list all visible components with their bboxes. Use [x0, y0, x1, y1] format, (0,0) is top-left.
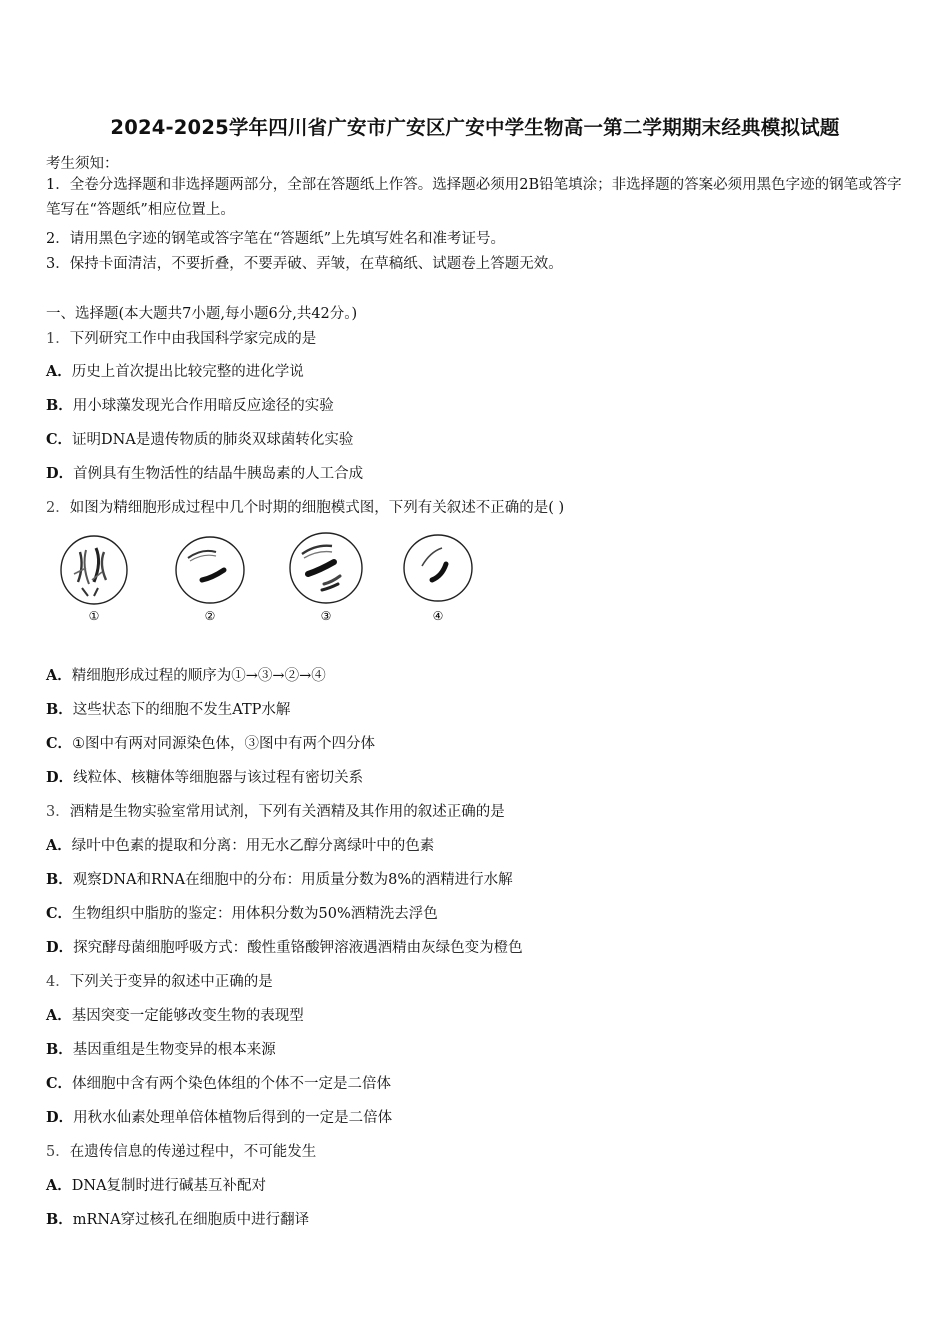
q2-option-b[interactable]: B．这些状态下的细胞不发生ATP水解 — [46, 701, 291, 718]
question-text: 在遗传信息的传递过程中，不可能发生 — [69, 1144, 317, 1160]
page-title: 2024-2025学年四川省广安市广安区广安中学生物高一第二学期期末经典模拟试题 — [110, 116, 840, 139]
q5-option-a[interactable]: A．DNA复制时进行碱基互补配对 — [46, 1177, 267, 1194]
q1-option-c[interactable]: C．证明DNA是遗传物质的肺炎双球菌转化实验 — [46, 431, 354, 448]
figure-label-3: ③ — [320, 609, 332, 623]
q2-option-d[interactable]: D．线粒体、核糖体等细胞器与该过程有密切关系 — [46, 769, 364, 786]
figure-label-1: ① — [88, 609, 100, 623]
question-number: 5． — [46, 1144, 70, 1160]
q3-option-a[interactable]: A．绿叶中色素的提取和分离：用无水乙醇分离绿叶中的色素 — [46, 837, 435, 854]
cell-2-figure — [176, 537, 244, 603]
q2-option-a[interactable]: A．精细胞形成过程的顺序为①→③→②→④ — [46, 667, 326, 684]
question-4 — [46, 970, 273, 991]
q4-option-c[interactable]: C．体细胞中含有两个染色体组的个体不一定是二倍体 — [46, 1075, 392, 1092]
question-text: 下列关于变异的叙述中正确的是 — [69, 974, 273, 990]
cell-3-figure — [290, 533, 362, 603]
section-heading: 一、选择题(本大题共7小题,每小题6分,共42分。) — [46, 306, 358, 322]
q5-option-b[interactable]: B．mRNA穿过核孔在细胞质中进行翻译 — [46, 1211, 310, 1228]
cell-diagram — [52, 530, 492, 630]
figure-label-2: ② — [204, 609, 216, 623]
notice-heading: 考生须知： — [46, 156, 119, 172]
q4-option-d[interactable]: D．用秋水仙素处理单倍体植物后得到的一定是二倍体 — [46, 1109, 393, 1126]
question-number: 1． — [46, 331, 70, 347]
question-5 — [46, 1140, 316, 1161]
cell-1-figure — [61, 536, 127, 604]
q1-option-b[interactable]: B．用小球藻发现光合作用暗反应途径的实验 — [46, 397, 334, 414]
q1-option-d[interactable]: D．首例具有生物活性的结晶牛胰岛素的人工合成 — [46, 465, 364, 482]
question-3 — [46, 800, 505, 821]
q1-option-a[interactable]: A．历史上首次提出比较完整的进化学说 — [46, 363, 304, 380]
figure-label-4: ④ — [432, 609, 444, 623]
q4-option-b[interactable]: B．基因重组是生物变异的根本来源 — [46, 1041, 276, 1058]
question-text: 下列研究工作中由我国科学家完成的是 — [69, 331, 317, 347]
q3-option-c[interactable]: C．生物组织中脂肪的鉴定：用体积分数为50%酒精洗去浮色 — [46, 905, 438, 922]
q3-option-b[interactable]: B．观察DNA和RNA在细胞中的分布：用质量分数为8%的酒精进行水解 — [46, 871, 513, 888]
question-number: 2． — [46, 500, 70, 516]
notice-item-1: 1．全卷分选择题和非选择题两部分，全部在答题纸上作答。选择题必须用2B铅笔填涂；非选择题的答案必须用黑色字迹的钢笔或答字笔写在“答题纸”相应位置上。 — [46, 177, 902, 218]
question-number: 4． — [46, 974, 70, 990]
question-number: 3． — [46, 804, 70, 820]
question-1 — [46, 327, 316, 348]
q4-option-a[interactable]: A．基因突变一定能够改变生物的表现型 — [46, 1007, 304, 1024]
q2-option-c[interactable]: C．①图中有两对同源染色体，③图中有两个四分体 — [46, 735, 376, 752]
q3-option-d[interactable]: D．探究酵母菌细胞呼吸方式：酸性重铬酸钾溶液遇酒精由灰绿色变为橙色 — [46, 939, 523, 956]
notice-item-3: 3．保持卡面清洁，不要折叠，不要弄破、弄皱，在草稿纸、试题卷上答题无效。 — [46, 256, 563, 272]
question-2 — [46, 496, 564, 517]
question-text: 如图为精细胞形成过程中几个时期的细胞模式图，下列有关叙述不正确的是( ) — [69, 500, 565, 516]
question-text: 酒精是生物实验室常用试剂，下列有关酒精及其作用的叙述正确的是 — [69, 804, 505, 820]
notice-item-2: 2．请用黑色字迹的钢笔或答字笔在“答题纸”上先填写姓名和准考证号。 — [46, 231, 506, 247]
cell-4-figure — [404, 535, 472, 601]
